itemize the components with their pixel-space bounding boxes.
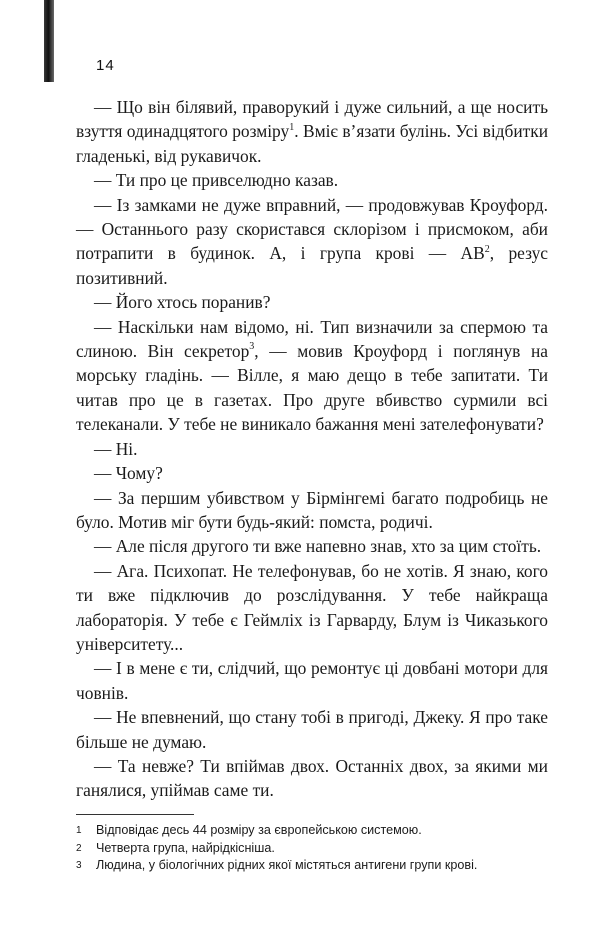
footnote-number: 3 — [76, 860, 82, 871]
page-spine-shadow — [44, 0, 54, 82]
paragraph: — Ага. Психопат. Не телефонував, бо не хотів. Я знаю, кого ти вже підключив до розслідування. У тебе найкраща лабораторія. У тебе є Геймліх із Гарварду, Блум із Чиказького університету... — [76, 560, 548, 654]
paragraph: — Та невже? Ти впіймав двох. Останніх двох, за якими ми ганялися, упіймав саме ти. — [76, 755, 548, 801]
paragraph: — Ні. — [94, 438, 138, 459]
paragraph: — Наскільки нам відомо, ні. Тип визначили за спермою та слиною. Він секретор$^3$, — мовив Кроуфорд і поглянув на морську гладінь. — Вілле, я маю дещо в тебе запитати. Ти читав про це в газетах. Про друге вбивство сурмили всі телеканали. У тебе не виникало бажання мені зателефонувати? — [76, 316, 548, 435]
paragraph: — Чому? — [94, 463, 163, 484]
paragraph: — І в мене є ти, слідчий, що ремонтує ці довбані мотори для човнів. — [76, 658, 548, 703]
footnote-ref: 2 — [484, 243, 490, 255]
footnote — [76, 857, 548, 875]
footnote-text: Відповідає десь 44 розміру за європейською системою. — [96, 823, 422, 837]
paragraph: — Ти про це привселюдно казав. — [94, 170, 339, 191]
paragraph: — За першим убивством у Бірмінгемі багато подробиць не було. Мотив міг бути будь-який: помста, родичі. — [76, 487, 548, 532]
footnote — [76, 840, 548, 858]
footnote-ref: 1 — [289, 121, 295, 133]
paragraph: — Що він білявий, праворукий і дуже сильний, а ще носить взуття одинадцятого розміру$^1$. Вміє в’язати булінь. Усі відбитки гладенькі, від рукавичок. — [76, 97, 549, 166]
footnote-number: 2 — [76, 842, 82, 854]
paragraph: — Але після другого ти вже напевно знав, хто за цим стоїть. — [94, 536, 542, 557]
footnotes — [76, 822, 548, 875]
body-text — [76, 95, 548, 803]
footnote-ref: 3 — [249, 341, 255, 353]
footnote — [76, 822, 548, 840]
paragraph: — Із замками не дуже вправний, — продовжував Кроуфорд. — Останнього разу скористався склорізом і присмоком, аби потрапити в будинок. А, і група крові — $АВ^2$, резус позитивний. — [76, 194, 548, 288]
footnote-text: Четверта група, найрідкісніша. — [96, 840, 275, 855]
page-number: 14 — [96, 57, 115, 74]
footnote-divider — [76, 814, 194, 815]
footnote-text: Людина, у біологічних рідних якої містяться антигени групи крові. — [96, 858, 478, 872]
paragraph: — Не впевнений, що стану тобі в пригоді, Джеку. Я про таке більше не думаю. — [76, 707, 548, 752]
footnote-number: 1 — [76, 825, 82, 836]
paragraph: — Його хтось поранив? — [94, 292, 271, 313]
